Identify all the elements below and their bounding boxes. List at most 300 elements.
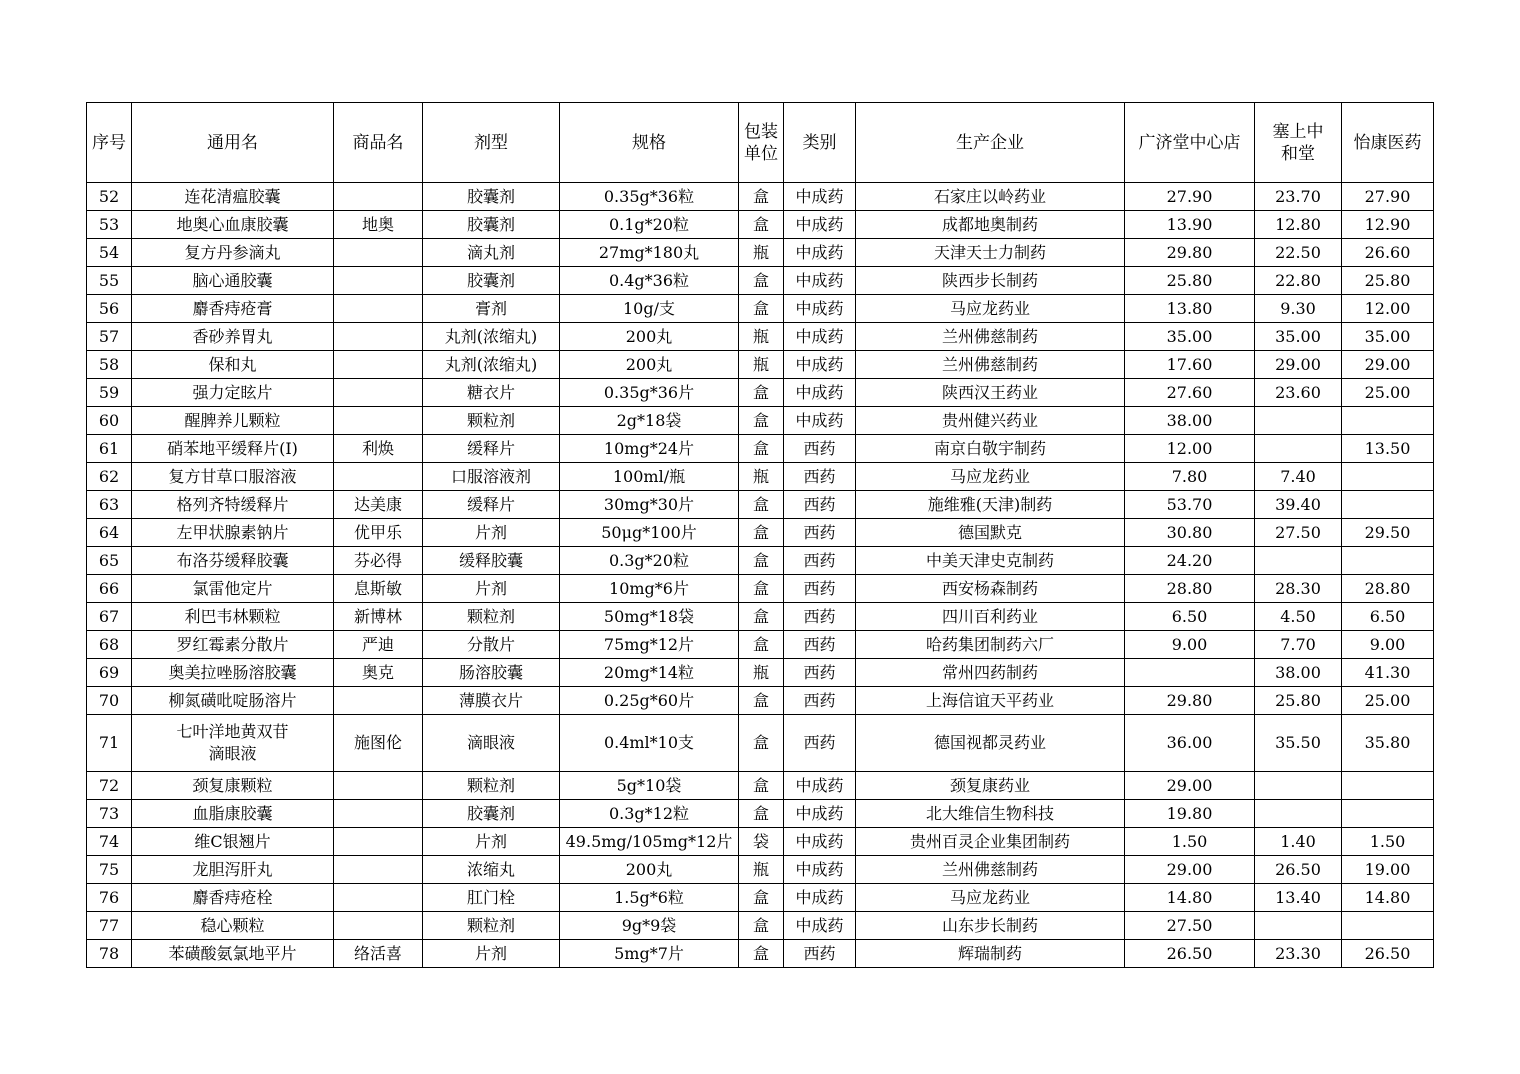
cell-pack-unit: 盒 xyxy=(739,491,784,519)
cell-spec: 10mg*24片 xyxy=(560,435,739,463)
table-body xyxy=(87,183,1434,968)
cell-brand-name xyxy=(334,856,423,884)
cell-pack-unit: 盒 xyxy=(739,800,784,828)
cell-price-guangjitang: 53.70 xyxy=(1125,491,1255,519)
cell-brand-name: 地奥 xyxy=(334,211,423,239)
cell-price-yikang: 1.50 xyxy=(1342,828,1434,856)
cell-generic-name: 复方丹参滴丸 xyxy=(132,239,334,267)
cell-price-guangjitang: 1.50 xyxy=(1125,828,1255,856)
cell-category: 西药 xyxy=(784,603,856,631)
cell-no: 62 xyxy=(87,463,132,491)
cell-category: 中成药 xyxy=(784,407,856,435)
cell-manufacturer: 北大维信生物科技 xyxy=(856,800,1125,828)
cell-price-saishang: 22.80 xyxy=(1255,267,1342,295)
cell-price-saishang: 4.50 xyxy=(1255,603,1342,631)
cell-pack-unit: 盒 xyxy=(739,715,784,772)
cell-brand-name xyxy=(334,267,423,295)
cell-price-yikang: 35.00 xyxy=(1342,323,1434,351)
cell-manufacturer: 中美天津史克制药 xyxy=(856,547,1125,575)
cell-price-yikang xyxy=(1342,547,1434,575)
cell-no: 52 xyxy=(87,183,132,211)
col-header-price-guangjitang: 广济堂中心店 xyxy=(1125,103,1255,183)
cell-category: 西药 xyxy=(784,940,856,968)
cell-brand-name: 达美康 xyxy=(334,491,423,519)
cell-category: 西药 xyxy=(784,435,856,463)
cell-manufacturer: 辉瑞制药 xyxy=(856,940,1125,968)
cell-dosage-form: 颗粒剂 xyxy=(423,603,560,631)
cell-brand-name: 优甲乐 xyxy=(334,519,423,547)
cell-brand-name: 利焕 xyxy=(334,435,423,463)
cell-generic-name: 脑心通胶囊 xyxy=(132,267,334,295)
table-row xyxy=(87,856,1434,884)
cell-no: 76 xyxy=(87,884,132,912)
cell-generic-name: 香砂养胃丸 xyxy=(132,323,334,351)
cell-price-yikang: 26.60 xyxy=(1342,239,1434,267)
cell-price-guangjitang: 24.20 xyxy=(1125,547,1255,575)
cell-spec: 50mg*18袋 xyxy=(560,603,739,631)
cell-no: 68 xyxy=(87,631,132,659)
cell-brand-name xyxy=(334,912,423,940)
cell-spec: 200丸 xyxy=(560,856,739,884)
cell-price-guangjitang: 27.90 xyxy=(1125,183,1255,211)
cell-dosage-form: 颗粒剂 xyxy=(423,912,560,940)
col-header-price-saishang xyxy=(1255,103,1342,183)
cell-no: 71 xyxy=(87,715,132,772)
cell-category: 中成药 xyxy=(784,800,856,828)
cell-price-saishang: 13.40 xyxy=(1255,884,1342,912)
cell-dosage-form: 浓缩丸 xyxy=(423,856,560,884)
cell-no: 74 xyxy=(87,828,132,856)
cell-category: 中成药 xyxy=(784,379,856,407)
cell-category: 西药 xyxy=(784,631,856,659)
cell-price-saishang xyxy=(1255,912,1342,940)
cell-dosage-form: 胶囊剂 xyxy=(423,267,560,295)
col-header-price-yikang: 怡康医药 xyxy=(1342,103,1434,183)
cell-price-guangjitang xyxy=(1125,659,1255,687)
cell-brand-name: 芬必得 xyxy=(334,547,423,575)
cell-price-yikang: 25.00 xyxy=(1342,379,1434,407)
cell-generic-name: 氯雷他定片 xyxy=(132,575,334,603)
cell-generic-name: 左甲状腺素钠片 xyxy=(132,519,334,547)
cell-manufacturer: 贵州百灵企业集团制药 xyxy=(856,828,1125,856)
cell-generic-name: 苯磺酸氨氯地平片 xyxy=(132,940,334,968)
cell-generic-name: 连花清瘟胶囊 xyxy=(132,183,334,211)
cell-category: 西药 xyxy=(784,575,856,603)
cell-brand-name xyxy=(334,183,423,211)
cell-category: 西药 xyxy=(784,463,856,491)
cell-pack-unit: 盒 xyxy=(739,884,784,912)
cell-no: 59 xyxy=(87,379,132,407)
cell-pack-unit: 盒 xyxy=(739,547,784,575)
cell-generic-name: 醒脾养儿颗粒 xyxy=(132,407,334,435)
cell-brand-name xyxy=(334,463,423,491)
cell-price-guangjitang: 27.50 xyxy=(1125,912,1255,940)
saishang-line-1: 塞上中 xyxy=(1272,121,1324,142)
cell-manufacturer: 陕西汉王药业 xyxy=(856,379,1125,407)
cell-manufacturer: 成都地奥制药 xyxy=(856,211,1125,239)
cell-category: 西药 xyxy=(784,547,856,575)
cell-dosage-form: 颗粒剂 xyxy=(423,407,560,435)
cell-price-saishang xyxy=(1255,772,1342,800)
cell-price-guangjitang: 29.00 xyxy=(1125,772,1255,800)
cell-generic-name xyxy=(132,715,334,772)
table-row xyxy=(87,379,1434,407)
cell-price-guangjitang: 27.60 xyxy=(1125,379,1255,407)
cell-manufacturer: 德国默克 xyxy=(856,519,1125,547)
cell-price-saishang: 7.70 xyxy=(1255,631,1342,659)
cell-dosage-form: 胶囊剂 xyxy=(423,800,560,828)
cell-dosage-form: 片剂 xyxy=(423,828,560,856)
cell-dosage-form: 口服溶液剂 xyxy=(423,463,560,491)
cell-spec: 0.3g*12粒 xyxy=(560,800,739,828)
col-header-generic-name: 通用名 xyxy=(132,103,334,183)
cell-price-guangjitang: 36.00 xyxy=(1125,715,1255,772)
cell-spec: 5mg*7片 xyxy=(560,940,739,968)
table-row xyxy=(87,407,1434,435)
cell-spec: 2g*18袋 xyxy=(560,407,739,435)
cell-spec: 27mg*180丸 xyxy=(560,239,739,267)
cell-dosage-form: 滴眼液 xyxy=(423,715,560,772)
cell-category: 中成药 xyxy=(784,323,856,351)
cell-spec: 0.4g*36粒 xyxy=(560,267,739,295)
cell-brand-name: 息斯敏 xyxy=(334,575,423,603)
table-row xyxy=(87,547,1434,575)
cell-spec: 200丸 xyxy=(560,351,739,379)
table-row xyxy=(87,323,1434,351)
cell-price-yikang: 27.90 xyxy=(1342,183,1434,211)
cell-spec: 0.25g*60片 xyxy=(560,687,739,715)
cell-price-yikang: 25.80 xyxy=(1342,267,1434,295)
table-row xyxy=(87,631,1434,659)
col-header-spec: 规格 xyxy=(560,103,739,183)
cell-pack-unit: 瓶 xyxy=(739,463,784,491)
header-row xyxy=(87,103,1434,183)
generic-name-line: 滴眼液 xyxy=(208,744,257,763)
cell-no: 65 xyxy=(87,547,132,575)
cell-dosage-form: 缓释胶囊 xyxy=(423,547,560,575)
col-header-pack-unit xyxy=(739,103,784,183)
cell-generic-name: 布洛芬缓释胶囊 xyxy=(132,547,334,575)
table-row xyxy=(87,267,1434,295)
table-row xyxy=(87,772,1434,800)
col-header-category: 类别 xyxy=(784,103,856,183)
cell-category: 中成药 xyxy=(784,856,856,884)
cell-price-saishang: 7.40 xyxy=(1255,463,1342,491)
cell-price-saishang: 35.00 xyxy=(1255,323,1342,351)
cell-price-guangjitang: 12.00 xyxy=(1125,435,1255,463)
cell-price-yikang xyxy=(1342,407,1434,435)
cell-manufacturer: 颈复康药业 xyxy=(856,772,1125,800)
cell-pack-unit: 盒 xyxy=(739,379,784,407)
cell-category: 中成药 xyxy=(784,183,856,211)
cell-category: 西药 xyxy=(784,687,856,715)
cell-dosage-form: 缓释片 xyxy=(423,435,560,463)
cell-price-saishang: 9.30 xyxy=(1255,295,1342,323)
cell-price-guangjitang: 19.80 xyxy=(1125,800,1255,828)
cell-dosage-form: 胶囊剂 xyxy=(423,211,560,239)
cell-no: 54 xyxy=(87,239,132,267)
cell-category: 中成药 xyxy=(784,912,856,940)
cell-no: 78 xyxy=(87,940,132,968)
cell-category: 西药 xyxy=(784,659,856,687)
table-row xyxy=(87,912,1434,940)
cell-price-yikang xyxy=(1342,912,1434,940)
cell-category: 西药 xyxy=(784,519,856,547)
cell-pack-unit: 盒 xyxy=(739,687,784,715)
cell-manufacturer: 施维雅(天津)制药 xyxy=(856,491,1125,519)
cell-pack-unit: 瓶 xyxy=(739,323,784,351)
cell-pack-unit: 盒 xyxy=(739,435,784,463)
cell-spec: 200丸 xyxy=(560,323,739,351)
cell-generic-name: 利巴韦林颗粒 xyxy=(132,603,334,631)
cell-price-guangjitang: 13.90 xyxy=(1125,211,1255,239)
cell-brand-name xyxy=(334,379,423,407)
cell-no: 72 xyxy=(87,772,132,800)
cell-generic-name: 麝香痔疮栓 xyxy=(132,884,334,912)
cell-manufacturer: 马应龙药业 xyxy=(856,295,1125,323)
cell-price-guangjitang: 28.80 xyxy=(1125,575,1255,603)
cell-price-guangjitang: 29.80 xyxy=(1125,239,1255,267)
cell-spec: 10mg*6片 xyxy=(560,575,739,603)
cell-dosage-form: 滴丸剂 xyxy=(423,239,560,267)
cell-price-guangjitang: 9.00 xyxy=(1125,631,1255,659)
cell-manufacturer: 马应龙药业 xyxy=(856,884,1125,912)
cell-pack-unit: 盒 xyxy=(739,407,784,435)
cell-price-saishang xyxy=(1255,547,1342,575)
cell-generic-name: 维C银翘片 xyxy=(132,828,334,856)
cell-manufacturer: 四川百利药业 xyxy=(856,603,1125,631)
cell-price-saishang: 27.50 xyxy=(1255,519,1342,547)
cell-price-yikang xyxy=(1342,463,1434,491)
cell-price-yikang xyxy=(1342,491,1434,519)
cell-dosage-form: 片剂 xyxy=(423,519,560,547)
cell-brand-name xyxy=(334,239,423,267)
table-row xyxy=(87,940,1434,968)
cell-dosage-form: 片剂 xyxy=(423,575,560,603)
cell-brand-name xyxy=(334,800,423,828)
cell-spec: 5g*10袋 xyxy=(560,772,739,800)
pack-unit-line-2: 单位 xyxy=(744,143,778,164)
cell-price-guangjitang: 30.80 xyxy=(1125,519,1255,547)
cell-generic-name: 复方甘草口服溶液 xyxy=(132,463,334,491)
cell-price-yikang: 25.00 xyxy=(1342,687,1434,715)
cell-no: 63 xyxy=(87,491,132,519)
cell-category: 中成药 xyxy=(784,211,856,239)
table-row xyxy=(87,687,1434,715)
cell-price-saishang: 26.50 xyxy=(1255,856,1342,884)
cell-dosage-form: 薄膜衣片 xyxy=(423,687,560,715)
cell-brand-name: 新博林 xyxy=(334,603,423,631)
pack-unit-line-1: 包装 xyxy=(744,121,778,142)
table-row xyxy=(87,351,1434,379)
cell-price-yikang xyxy=(1342,800,1434,828)
cell-dosage-form: 胶囊剂 xyxy=(423,183,560,211)
cell-price-saishang xyxy=(1255,800,1342,828)
cell-price-guangjitang: 35.00 xyxy=(1125,323,1255,351)
cell-generic-name: 奥美拉唑肠溶胶囊 xyxy=(132,659,334,687)
cell-no: 70 xyxy=(87,687,132,715)
cell-pack-unit: 盒 xyxy=(739,519,784,547)
cell-manufacturer: 德国视都灵药业 xyxy=(856,715,1125,772)
cell-generic-name: 地奥心血康胶囊 xyxy=(132,211,334,239)
col-header-no: 序号 xyxy=(87,103,132,183)
cell-no: 60 xyxy=(87,407,132,435)
cell-price-yikang: 12.00 xyxy=(1342,295,1434,323)
cell-pack-unit: 盒 xyxy=(739,575,784,603)
cell-brand-name xyxy=(334,687,423,715)
cell-generic-name: 柳氮磺吡啶肠溶片 xyxy=(132,687,334,715)
cell-spec: 49.5mg/105mg*12片 xyxy=(560,828,739,856)
cell-manufacturer: 常州四药制药 xyxy=(856,659,1125,687)
cell-spec: 75mg*12片 xyxy=(560,631,739,659)
saishang-line-2: 和堂 xyxy=(1281,143,1315,164)
cell-price-guangjitang: 25.80 xyxy=(1125,267,1255,295)
table-row xyxy=(87,183,1434,211)
table-row xyxy=(87,435,1434,463)
cell-pack-unit: 盒 xyxy=(739,772,784,800)
cell-price-saishang: 35.50 xyxy=(1255,715,1342,772)
cell-no: 64 xyxy=(87,519,132,547)
table-row xyxy=(87,659,1434,687)
cell-price-yikang: 29.50 xyxy=(1342,519,1434,547)
cell-generic-name: 格列齐特缓释片 xyxy=(132,491,334,519)
cell-category: 中成药 xyxy=(784,884,856,912)
cell-manufacturer: 石家庄以岭药业 xyxy=(856,183,1125,211)
cell-manufacturer: 兰州佛慈制药 xyxy=(856,351,1125,379)
cell-no: 53 xyxy=(87,211,132,239)
cell-generic-name: 强力定眩片 xyxy=(132,379,334,407)
cell-price-saishang: 22.50 xyxy=(1255,239,1342,267)
cell-generic-name: 稳心颗粒 xyxy=(132,912,334,940)
cell-generic-name: 保和丸 xyxy=(132,351,334,379)
table-row xyxy=(87,519,1434,547)
cell-price-saishang: 38.00 xyxy=(1255,659,1342,687)
cell-brand-name: 奥克 xyxy=(334,659,423,687)
cell-manufacturer: 兰州佛慈制药 xyxy=(856,323,1125,351)
cell-price-saishang: 25.80 xyxy=(1255,687,1342,715)
cell-spec: 0.35g*36片 xyxy=(560,379,739,407)
cell-category: 中成药 xyxy=(784,772,856,800)
cell-spec: 30mg*30片 xyxy=(560,491,739,519)
col-header-manufacturer: 生产企业 xyxy=(856,103,1125,183)
table-row xyxy=(87,603,1434,631)
cell-manufacturer: 天津天士力制药 xyxy=(856,239,1125,267)
table-row xyxy=(87,239,1434,267)
cell-price-saishang: 1.40 xyxy=(1255,828,1342,856)
cell-price-guangjitang: 14.80 xyxy=(1125,884,1255,912)
cell-price-guangjitang: 29.80 xyxy=(1125,687,1255,715)
cell-manufacturer: 南京白敬宇制药 xyxy=(856,435,1125,463)
table-row xyxy=(87,884,1434,912)
cell-price-guangjitang: 38.00 xyxy=(1125,407,1255,435)
cell-dosage-form: 膏剂 xyxy=(423,295,560,323)
cell-generic-name: 硝苯地平缓释片(Ⅰ) xyxy=(132,435,334,463)
cell-generic-name: 罗红霉素分散片 xyxy=(132,631,334,659)
cell-price-yikang: 9.00 xyxy=(1342,631,1434,659)
cell-no: 69 xyxy=(87,659,132,687)
cell-manufacturer: 上海信谊天平药业 xyxy=(856,687,1125,715)
cell-price-yikang: 6.50 xyxy=(1342,603,1434,631)
cell-category: 西药 xyxy=(784,715,856,772)
cell-pack-unit: 袋 xyxy=(739,828,784,856)
table-row xyxy=(87,463,1434,491)
cell-dosage-form: 丸剂(浓缩丸) xyxy=(423,323,560,351)
cell-price-yikang: 26.50 xyxy=(1342,940,1434,968)
cell-manufacturer: 贵州健兴药业 xyxy=(856,407,1125,435)
cell-no: 75 xyxy=(87,856,132,884)
cell-category: 中成药 xyxy=(784,267,856,295)
cell-no: 58 xyxy=(87,351,132,379)
cell-price-saishang xyxy=(1255,407,1342,435)
cell-dosage-form: 丸剂(浓缩丸) xyxy=(423,351,560,379)
table-row xyxy=(87,295,1434,323)
cell-no: 66 xyxy=(87,575,132,603)
cell-price-saishang xyxy=(1255,435,1342,463)
cell-generic-name: 血脂康胶囊 xyxy=(132,800,334,828)
cell-no: 67 xyxy=(87,603,132,631)
cell-pack-unit: 瓶 xyxy=(739,856,784,884)
cell-price-yikang: 19.00 xyxy=(1342,856,1434,884)
drug-price-table xyxy=(86,102,1434,968)
cell-price-saishang: 29.00 xyxy=(1255,351,1342,379)
cell-price-yikang: 14.80 xyxy=(1342,884,1434,912)
cell-pack-unit: 盒 xyxy=(739,940,784,968)
cell-price-guangjitang: 13.80 xyxy=(1125,295,1255,323)
generic-name-line: 七叶洋地黄双苷 xyxy=(176,722,289,741)
table-row xyxy=(87,800,1434,828)
cell-price-guangjitang: 7.80 xyxy=(1125,463,1255,491)
cell-brand-name xyxy=(334,828,423,856)
cell-price-saishang: 28.30 xyxy=(1255,575,1342,603)
cell-spec: 0.1g*20粒 xyxy=(560,211,739,239)
cell-manufacturer: 陕西步长制药 xyxy=(856,267,1125,295)
cell-price-yikang xyxy=(1342,772,1434,800)
cell-manufacturer: 山东步长制药 xyxy=(856,912,1125,940)
cell-price-saishang: 39.40 xyxy=(1255,491,1342,519)
cell-spec: 0.3g*20粒 xyxy=(560,547,739,575)
cell-dosage-form: 肠溶胶囊 xyxy=(423,659,560,687)
cell-price-saishang: 23.30 xyxy=(1255,940,1342,968)
cell-pack-unit: 盒 xyxy=(739,183,784,211)
cell-category: 中成药 xyxy=(784,828,856,856)
cell-brand-name: 施图伦 xyxy=(334,715,423,772)
cell-pack-unit: 盒 xyxy=(739,631,784,659)
cell-category: 中成药 xyxy=(784,351,856,379)
table-row xyxy=(87,715,1434,772)
cell-manufacturer: 马应龙药业 xyxy=(856,463,1125,491)
cell-price-yikang: 28.80 xyxy=(1342,575,1434,603)
cell-price-yikang: 13.50 xyxy=(1342,435,1434,463)
cell-pack-unit: 盒 xyxy=(739,603,784,631)
col-header-dosage-form: 剂型 xyxy=(423,103,560,183)
cell-dosage-form: 肛门栓 xyxy=(423,884,560,912)
cell-brand-name xyxy=(334,351,423,379)
cell-brand-name xyxy=(334,407,423,435)
cell-price-guangjitang: 6.50 xyxy=(1125,603,1255,631)
cell-spec: 100ml/瓶 xyxy=(560,463,739,491)
cell-price-guangjitang: 26.50 xyxy=(1125,940,1255,968)
cell-category: 西药 xyxy=(784,491,856,519)
cell-dosage-form: 分散片 xyxy=(423,631,560,659)
cell-spec: 0.4ml*10支 xyxy=(560,715,739,772)
cell-price-yikang: 41.30 xyxy=(1342,659,1434,687)
cell-price-yikang: 12.90 xyxy=(1342,211,1434,239)
cell-price-guangjitang: 17.60 xyxy=(1125,351,1255,379)
cell-generic-name: 龙胆泻肝丸 xyxy=(132,856,334,884)
cell-dosage-form: 片剂 xyxy=(423,940,560,968)
table-row xyxy=(87,575,1434,603)
cell-no: 56 xyxy=(87,295,132,323)
